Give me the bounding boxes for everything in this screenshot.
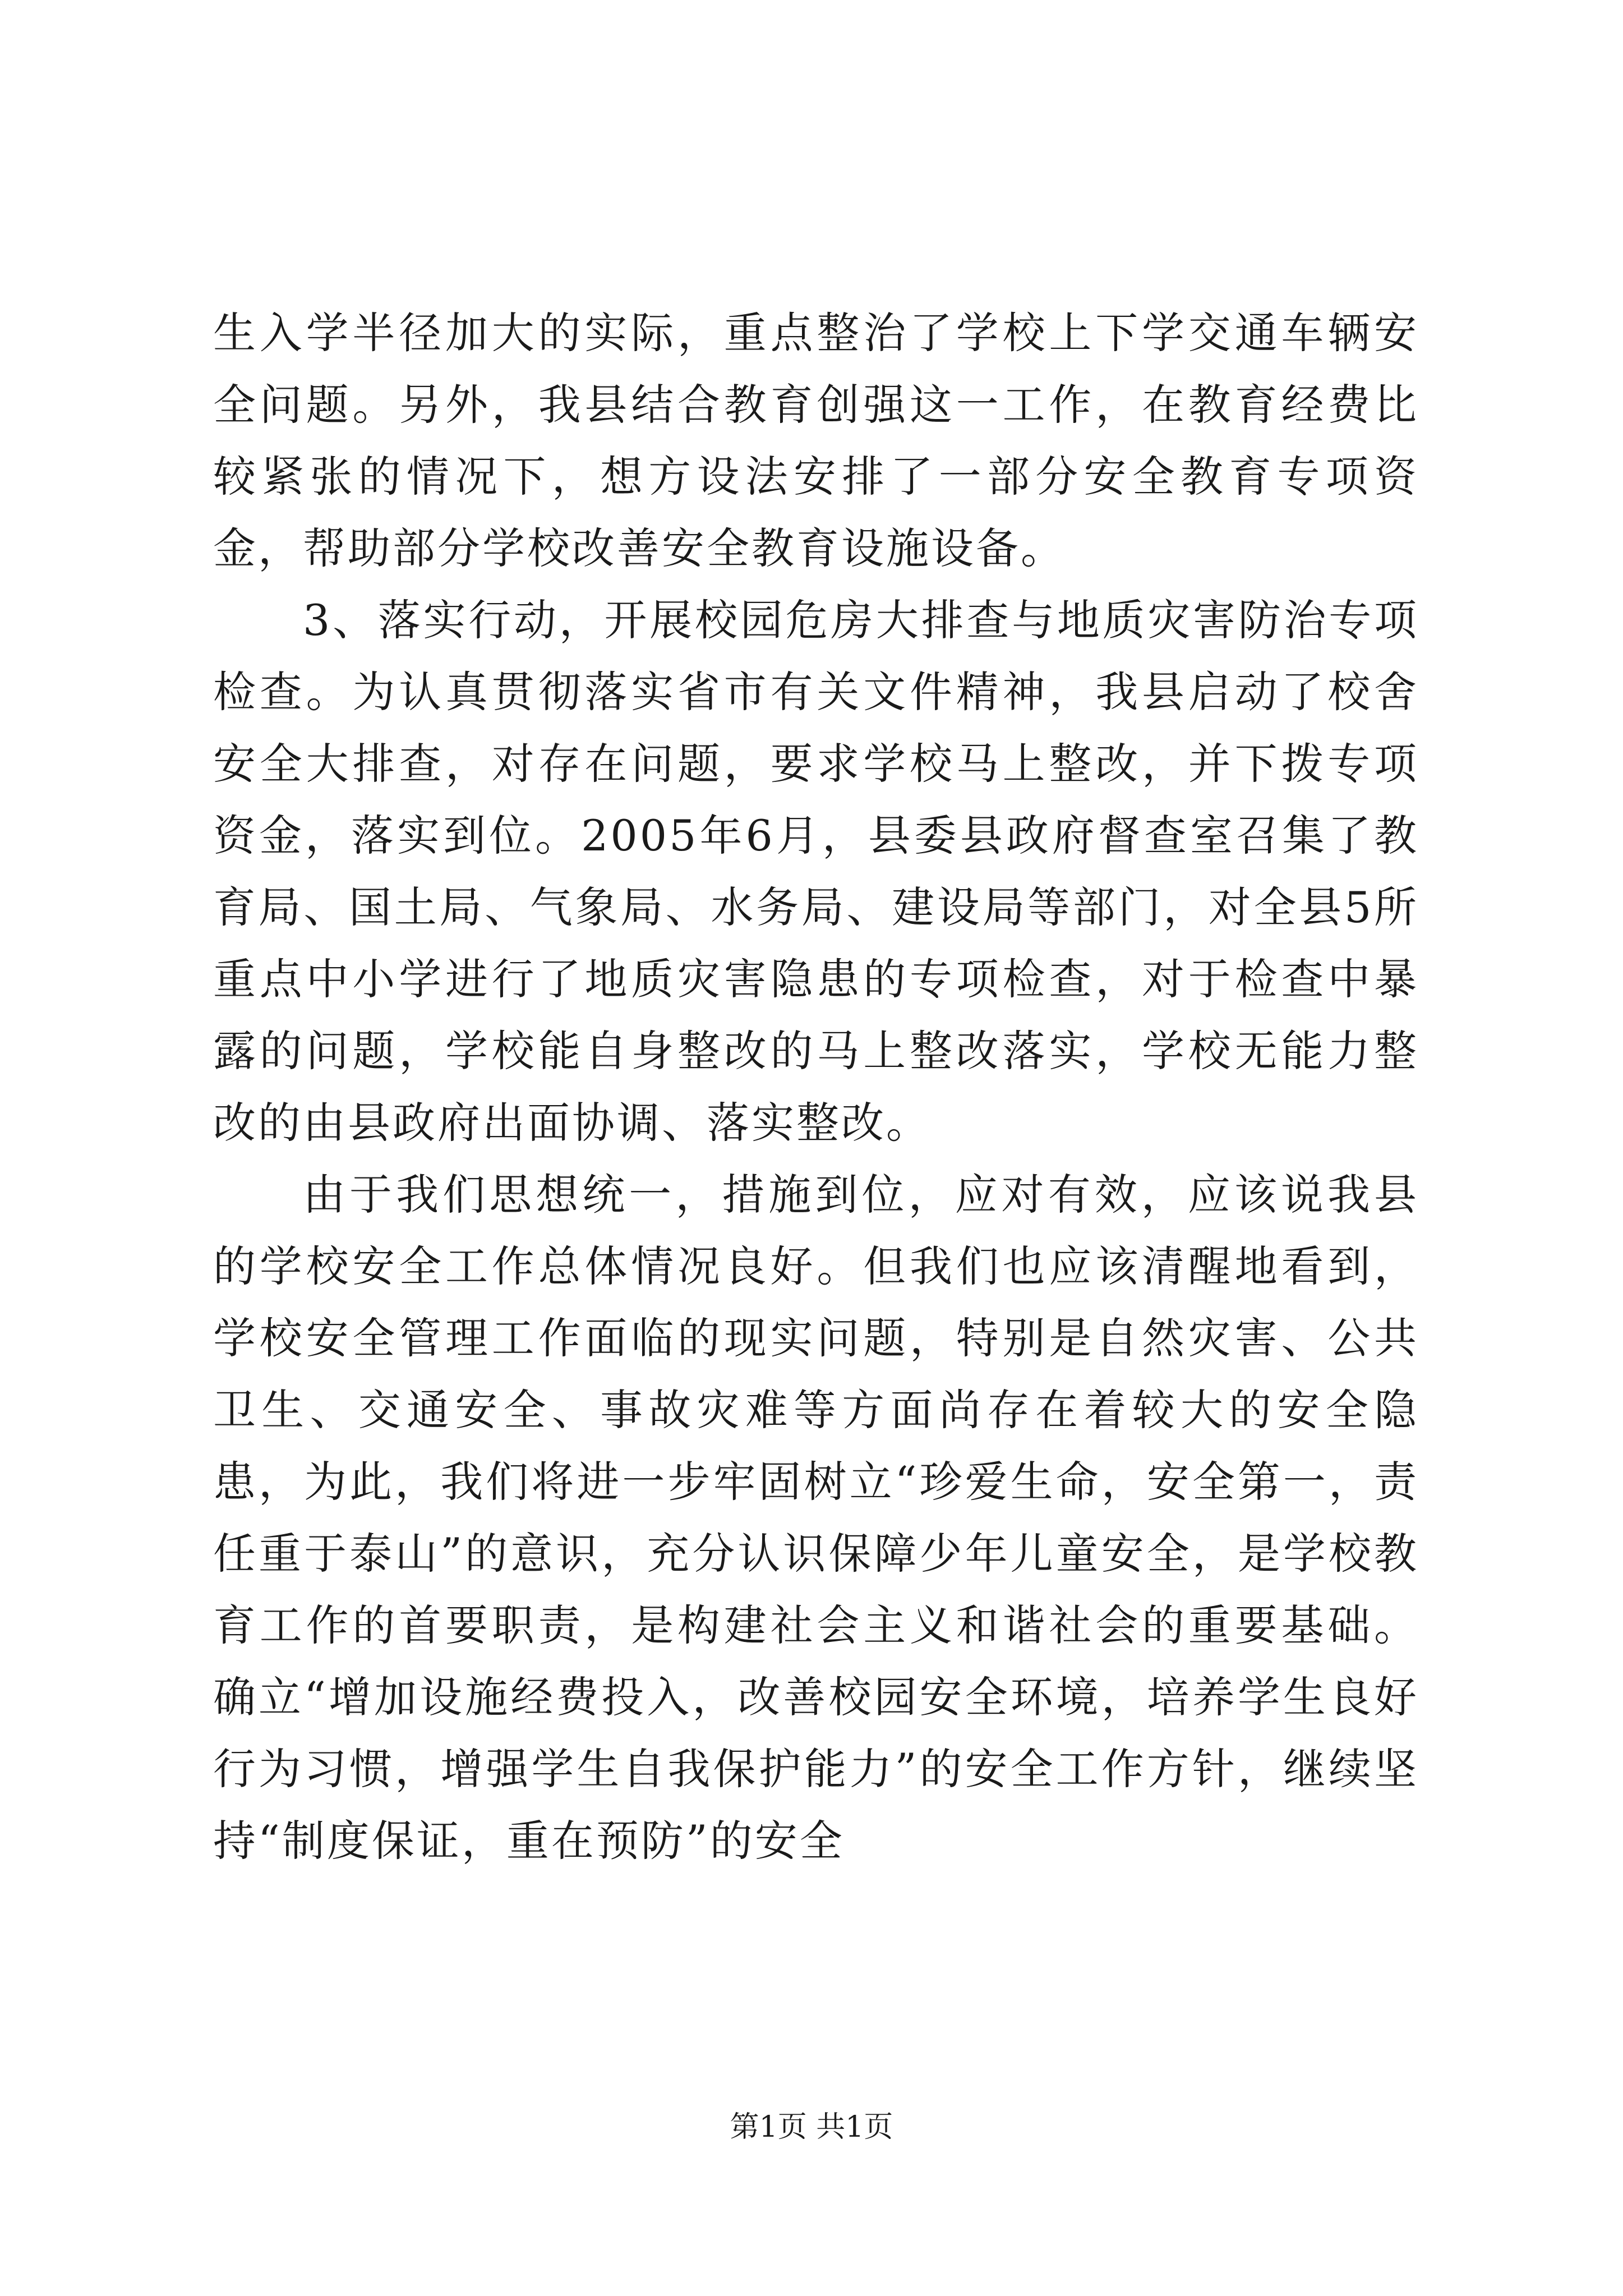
page-footer: 第1页 共1页 xyxy=(730,2110,893,2144)
paragraph-continuation: 生入学半径加大的实际，重点整治了学校上下学交通车辆安全问题。另外，我县结合教育创强这一工作，在教育经费比较紧张的情况下，想方设法安排了一部分安全教育专项资金，帮助部分学校改善安全教育设施设备。 xyxy=(213,308,1419,573)
paragraph-item-3: 3、落实行动，开展校园危房大排查与地质灾害防治专项检查。为认真贯彻落实省市有关文件精神，我县启动了校舍安全大排查，对存在问题，要求学校马上整改，并下拨专项资金，落实到位。2005年6月，县委县政府督查室召集了教育局、国土局、气象局、水务局、建设局等部门，对全县5所重点中小学进行了地质灾害隐患的专项检查，对于检查中暴露的问题，学校能自身整改的马上整改落实，学校无能力整改的由县政府出面协调、落实整改。 xyxy=(213,595,1419,1148)
paragraph-summary: 由于我们思想统一，措施到位，应对有效，应该说我县的学校安全工作总体情况良好。但我们也应该清醒地看到，学校安全管理工作面临的现实问题，特别是自然灾害、公共卫生、交通安全、事故灾难等方面尚存在着较大的安全隐患，为此，我们将进一步牢固树立“珍爱生命，安全第一，责任重于泰山”的意识，充分认识保障少年儿童安全，是学校教育工作的首要职责，是构建社会主义和谐社会的重要基础。确立“增加设施经费投入，改善校园安全环境，培养学生良好行为习惯，增强学生自我保护能力”的安全工作方针，继续坚持“制度保证，重在预防”的安全 xyxy=(213,1170,1419,1866)
document-body xyxy=(213,297,1419,1877)
